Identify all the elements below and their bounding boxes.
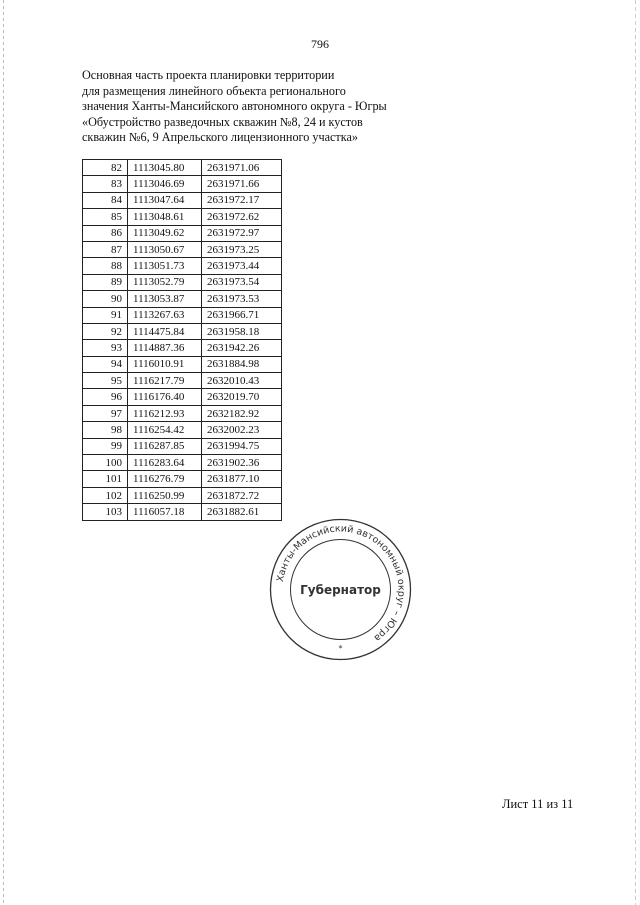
y-coordinate-cell: 2631877.10 bbox=[202, 471, 282, 487]
y-coordinate-cell: 2631972.62 bbox=[202, 209, 282, 225]
y-coordinate-cell: 2631972.17 bbox=[202, 192, 282, 208]
table-row bbox=[83, 405, 282, 421]
point-number-cell: 103 bbox=[83, 504, 128, 520]
x-coordinate-cell: 1116254.42 bbox=[128, 422, 202, 438]
seal-outer-text: Ханты-Мансийский автономный округ – Югра bbox=[274, 523, 407, 644]
table-row bbox=[83, 504, 282, 520]
scan-edge-left bbox=[3, 0, 4, 905]
table-row bbox=[83, 356, 282, 372]
header-line: скважин №6, 9 Апрельского лицензионного участка» bbox=[82, 130, 358, 144]
y-coordinate-cell: 2631884.98 bbox=[202, 356, 282, 372]
y-coordinate-cell: 2631971.66 bbox=[202, 176, 282, 192]
x-coordinate-cell: 1116283.64 bbox=[128, 455, 202, 471]
point-number-cell: 93 bbox=[83, 340, 128, 356]
table-row bbox=[83, 389, 282, 405]
x-coordinate-cell: 1113051.73 bbox=[128, 258, 202, 274]
header-line: «Обустройство разведочных скважин №8, 24 и кустов bbox=[82, 114, 363, 129]
table-row bbox=[83, 340, 282, 356]
table-row bbox=[83, 192, 282, 208]
table-row bbox=[83, 225, 282, 241]
x-coordinate-cell: 1113267.63 bbox=[128, 307, 202, 323]
x-coordinate-cell: 1116287.85 bbox=[128, 438, 202, 454]
table-row bbox=[83, 422, 282, 438]
point-number-cell: 83 bbox=[83, 176, 128, 192]
point-number-cell: 86 bbox=[83, 225, 128, 241]
table-row bbox=[83, 258, 282, 274]
point-number-cell: 97 bbox=[83, 405, 128, 421]
point-number-cell: 101 bbox=[83, 471, 128, 487]
coordinates-table-body bbox=[83, 160, 282, 521]
y-coordinate-cell: 2631973.54 bbox=[202, 274, 282, 290]
table-row bbox=[83, 241, 282, 257]
sheet-label: Лист 11 из 11 bbox=[502, 797, 574, 811]
point-number-cell: 84 bbox=[83, 192, 128, 208]
point-number-cell: 100 bbox=[83, 455, 128, 471]
x-coordinate-cell: 1113047.64 bbox=[128, 192, 202, 208]
table-row bbox=[83, 176, 282, 192]
table-row bbox=[83, 438, 282, 454]
x-coordinate-cell: 1116176.40 bbox=[128, 389, 202, 405]
point-number-cell: 90 bbox=[83, 291, 128, 307]
governor-seal bbox=[268, 517, 413, 662]
table-row bbox=[83, 307, 282, 323]
x-coordinate-cell: 1116212.93 bbox=[128, 405, 202, 421]
x-coordinate-cell: 1113052.79 bbox=[128, 274, 202, 290]
table-row bbox=[83, 455, 282, 471]
x-coordinate-cell: 1116010.91 bbox=[128, 356, 202, 372]
point-number-cell: 85 bbox=[83, 209, 128, 225]
y-coordinate-cell: 2631872.72 bbox=[202, 487, 282, 503]
x-coordinate-cell: 1116057.18 bbox=[128, 504, 202, 520]
y-coordinate-cell: 2631958.18 bbox=[202, 323, 282, 339]
y-coordinate-cell: 2631994.75 bbox=[202, 438, 282, 454]
seal-star: * bbox=[338, 644, 343, 653]
y-coordinate-cell: 2631973.25 bbox=[202, 241, 282, 257]
x-coordinate-cell: 1114887.36 bbox=[128, 340, 202, 356]
x-coordinate-cell: 1113048.61 bbox=[128, 209, 202, 225]
point-number-cell: 95 bbox=[83, 373, 128, 389]
table-row bbox=[83, 291, 282, 307]
y-coordinate-cell: 2631971.06 bbox=[202, 160, 282, 176]
y-coordinate-cell: 2632182.92 bbox=[202, 405, 282, 421]
point-number-cell: 98 bbox=[83, 422, 128, 438]
x-coordinate-cell: 1113053.87 bbox=[128, 291, 202, 307]
point-number-cell: 102 bbox=[83, 487, 128, 503]
table-row bbox=[83, 373, 282, 389]
point-number-cell: 99 bbox=[83, 438, 128, 454]
y-coordinate-cell: 2632019.70 bbox=[202, 389, 282, 405]
y-coordinate-cell: 2632002.23 bbox=[202, 422, 282, 438]
table-row bbox=[83, 323, 282, 339]
point-number-cell: 91 bbox=[83, 307, 128, 323]
header-line: значения Ханты-Мансийского автономного округа - Югры bbox=[82, 99, 387, 113]
coordinates-table bbox=[82, 159, 282, 521]
y-coordinate-cell: 2631973.53 bbox=[202, 291, 282, 307]
point-number-cell: 94 bbox=[83, 356, 128, 372]
x-coordinate-cell: 1116217.79 bbox=[128, 373, 202, 389]
y-coordinate-cell: 2631902.36 bbox=[202, 455, 282, 471]
point-number-cell: 87 bbox=[83, 241, 128, 257]
y-coordinate-cell: 2631966.71 bbox=[202, 307, 282, 323]
point-number-cell: 89 bbox=[83, 274, 128, 290]
y-coordinate-cell: 2631942.26 bbox=[202, 340, 282, 356]
page-number: 796 bbox=[311, 37, 329, 51]
table-row bbox=[83, 160, 282, 176]
x-coordinate-cell: 1113049.62 bbox=[128, 225, 202, 241]
point-number-cell: 96 bbox=[83, 389, 128, 405]
table-row bbox=[83, 209, 282, 225]
scan-edge-right bbox=[635, 0, 636, 905]
point-number-cell: 82 bbox=[83, 160, 128, 176]
y-coordinate-cell: 2631972.97 bbox=[202, 225, 282, 241]
x-coordinate-cell: 1116250.99 bbox=[128, 487, 202, 503]
seal-inner-text: Губернатор bbox=[300, 583, 381, 597]
table-row bbox=[83, 487, 282, 503]
header-line: Основная часть проекта планировки территории bbox=[82, 68, 335, 82]
x-coordinate-cell: 1113050.67 bbox=[128, 241, 202, 257]
document-header bbox=[82, 68, 412, 146]
y-coordinate-cell: 2631973.44 bbox=[202, 258, 282, 274]
x-coordinate-cell: 1113046.69 bbox=[128, 176, 202, 192]
y-coordinate-cell: 2631882.61 bbox=[202, 504, 282, 520]
x-coordinate-cell: 1113045.80 bbox=[128, 160, 202, 176]
header-line: для размещения линейного объекта регионального bbox=[82, 83, 346, 98]
table-row bbox=[83, 471, 282, 487]
point-number-cell: 88 bbox=[83, 258, 128, 274]
x-coordinate-cell: 1114475.84 bbox=[128, 323, 202, 339]
table-row bbox=[83, 274, 282, 290]
y-coordinate-cell: 2632010.43 bbox=[202, 373, 282, 389]
x-coordinate-cell: 1116276.79 bbox=[128, 471, 202, 487]
point-number-cell: 92 bbox=[83, 323, 128, 339]
